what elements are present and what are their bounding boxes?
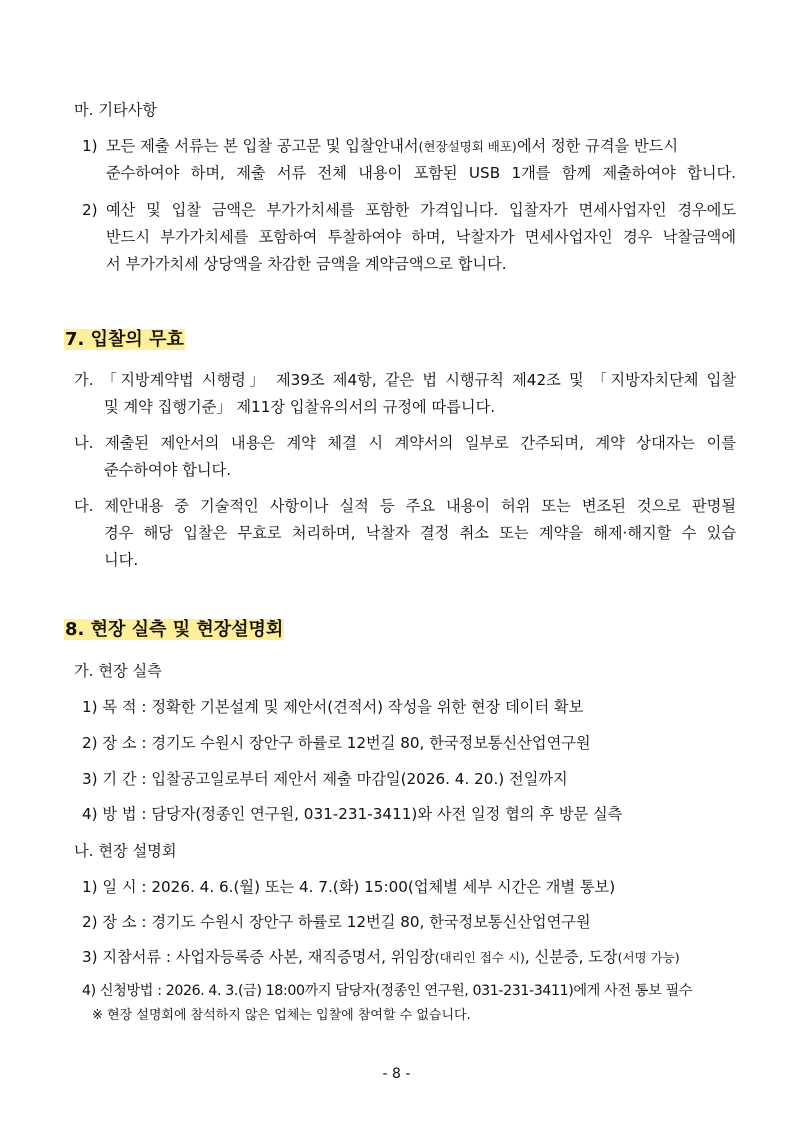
section7-heading xyxy=(64,327,185,353)
s8-na-item2: 2) 장 소 : 경기도 수원시 장안구 하률로 12번길 80, 한국정보통신산업연구원 xyxy=(82,913,591,931)
ma-item1-text-a: 모든 제출 서류는 본 입찰 공고문 및 입찰안내서 xyxy=(106,137,419,155)
section7-heading-text: 7. 입찰의 무효 xyxy=(65,329,184,350)
ma-item2-number: 2) xyxy=(82,201,98,219)
section8-heading xyxy=(64,617,284,643)
ma-item1-line1 xyxy=(106,135,736,158)
section8-heading-text: 8. 현장 실측 및 현장설명회 xyxy=(65,619,284,640)
s8-ga-item4: 4) 방 법 : 담당자(정종인 연구원, 031-231-3411)와 사전 일정 협의 후 방문 실측 xyxy=(82,805,623,823)
s8-na-item3-d: (서명 가능) xyxy=(617,950,680,965)
s8-na-item3 xyxy=(82,946,680,969)
s8-na-item3-a: 3) 지참서류 : 사업자등록증 사본, 재직증명서, 위임장 xyxy=(82,948,435,966)
s7-da-line2: 경우 해당 입찰은 무효로 처리하며, 낙찰자 결정 취소 또는 계약을 해제·해지할 수 있습 xyxy=(104,524,736,542)
s8-na-title: 나. 현장 설명회 xyxy=(74,842,177,860)
ma-item2-line1: 예산 및 입찰 금액은 부가가치세를 포함한 가격입니다. 입찰자가 면세사업자인 경우에도 xyxy=(106,201,736,219)
s8-na-item4: 4) 신청방법 : 2026. 4. 3.(금) 18:00까지 담당자(정종인 연구원, 031-231-3411)에게 사전 통보 필수 xyxy=(82,983,693,999)
s8-note: ※ 현장 설명회에 참석하지 않은 업체는 입찰에 참여할 수 없습니다. xyxy=(92,1008,471,1023)
ma-item1-line2: 준수하여야 하며, 제출 서류 전체 내용이 포함된 USB 1개를 함께 제출하여야 합니다. xyxy=(106,164,736,182)
s7-na-line1: 나. 제출된 제안서의 내용은 계약 체결 시 계약서의 일부로 간주되며, 계약 상대자는 이를 xyxy=(74,434,736,452)
s8-na-item3-b: (대리인 접수 시) xyxy=(434,950,525,965)
s7-na-line2: 준수하여야 합니다. xyxy=(104,461,232,479)
s8-ga-item1: 1) 목 적 : 정확한 기본설계 및 제안서(견적서) 작성을 위한 현장 데이터 확보 xyxy=(82,698,584,716)
ma-item1-text-b: 에서 정한 규격을 반드시 xyxy=(516,137,679,155)
ma-item1-number: 1) xyxy=(82,137,98,155)
s7-da-line1: 다. 제안내용 중 기술적인 사항이나 실적 등 주요 내용이 허위 또는 변조된 것으로 판명될 xyxy=(74,497,736,515)
s8-na-item1: 1) 일 시 : 2026. 4. 6.(월) 또는 4. 7.(화) 15:00(업체별 세부 시간은 개별 통보) xyxy=(82,878,616,896)
ma-item2-line2: 반드시 부가가치세를 포함하여 투찰하여야 하며, 낙찰자가 면세사업자인 경우 낙찰금액에 xyxy=(106,228,736,246)
s7-da-line3: 니다. xyxy=(104,551,139,569)
s8-ga-item3: 3) 기 간 : 입찰공고일로부터 제안서 제출 마감일(2026. 4. 20.) 전일까지 xyxy=(82,770,568,788)
ma-item1-text-small: (현장설명회 배포) xyxy=(418,139,517,154)
s8-na-item3-c: , 신분증, 도장 xyxy=(524,948,618,966)
s8-ga-item2: 2) 장 소 : 경기도 수원시 장안구 하률로 12번길 80, 한국정보통신산업연구원 xyxy=(82,734,591,752)
s7-ga-line1: 가. 「지방계약법 시행령」 제39조 제4항, 같은 법 시행규칙 제42조 및 「지방자치단체 입찰 xyxy=(74,371,736,389)
ma-item2-line3: 서 부가가치세 상당액을 차감한 금액을 계약금액으로 합니다. xyxy=(106,255,507,273)
s7-ga-line2: 및 계약 집행기준」 제11장 입찰유의서의 규정에 따릅니다. xyxy=(104,398,496,416)
page-number: - 8 - xyxy=(382,1066,411,1082)
section-ma-title: 마. 기타사항 xyxy=(74,101,158,119)
s8-ga-title: 가. 현장 실측 xyxy=(74,662,162,680)
